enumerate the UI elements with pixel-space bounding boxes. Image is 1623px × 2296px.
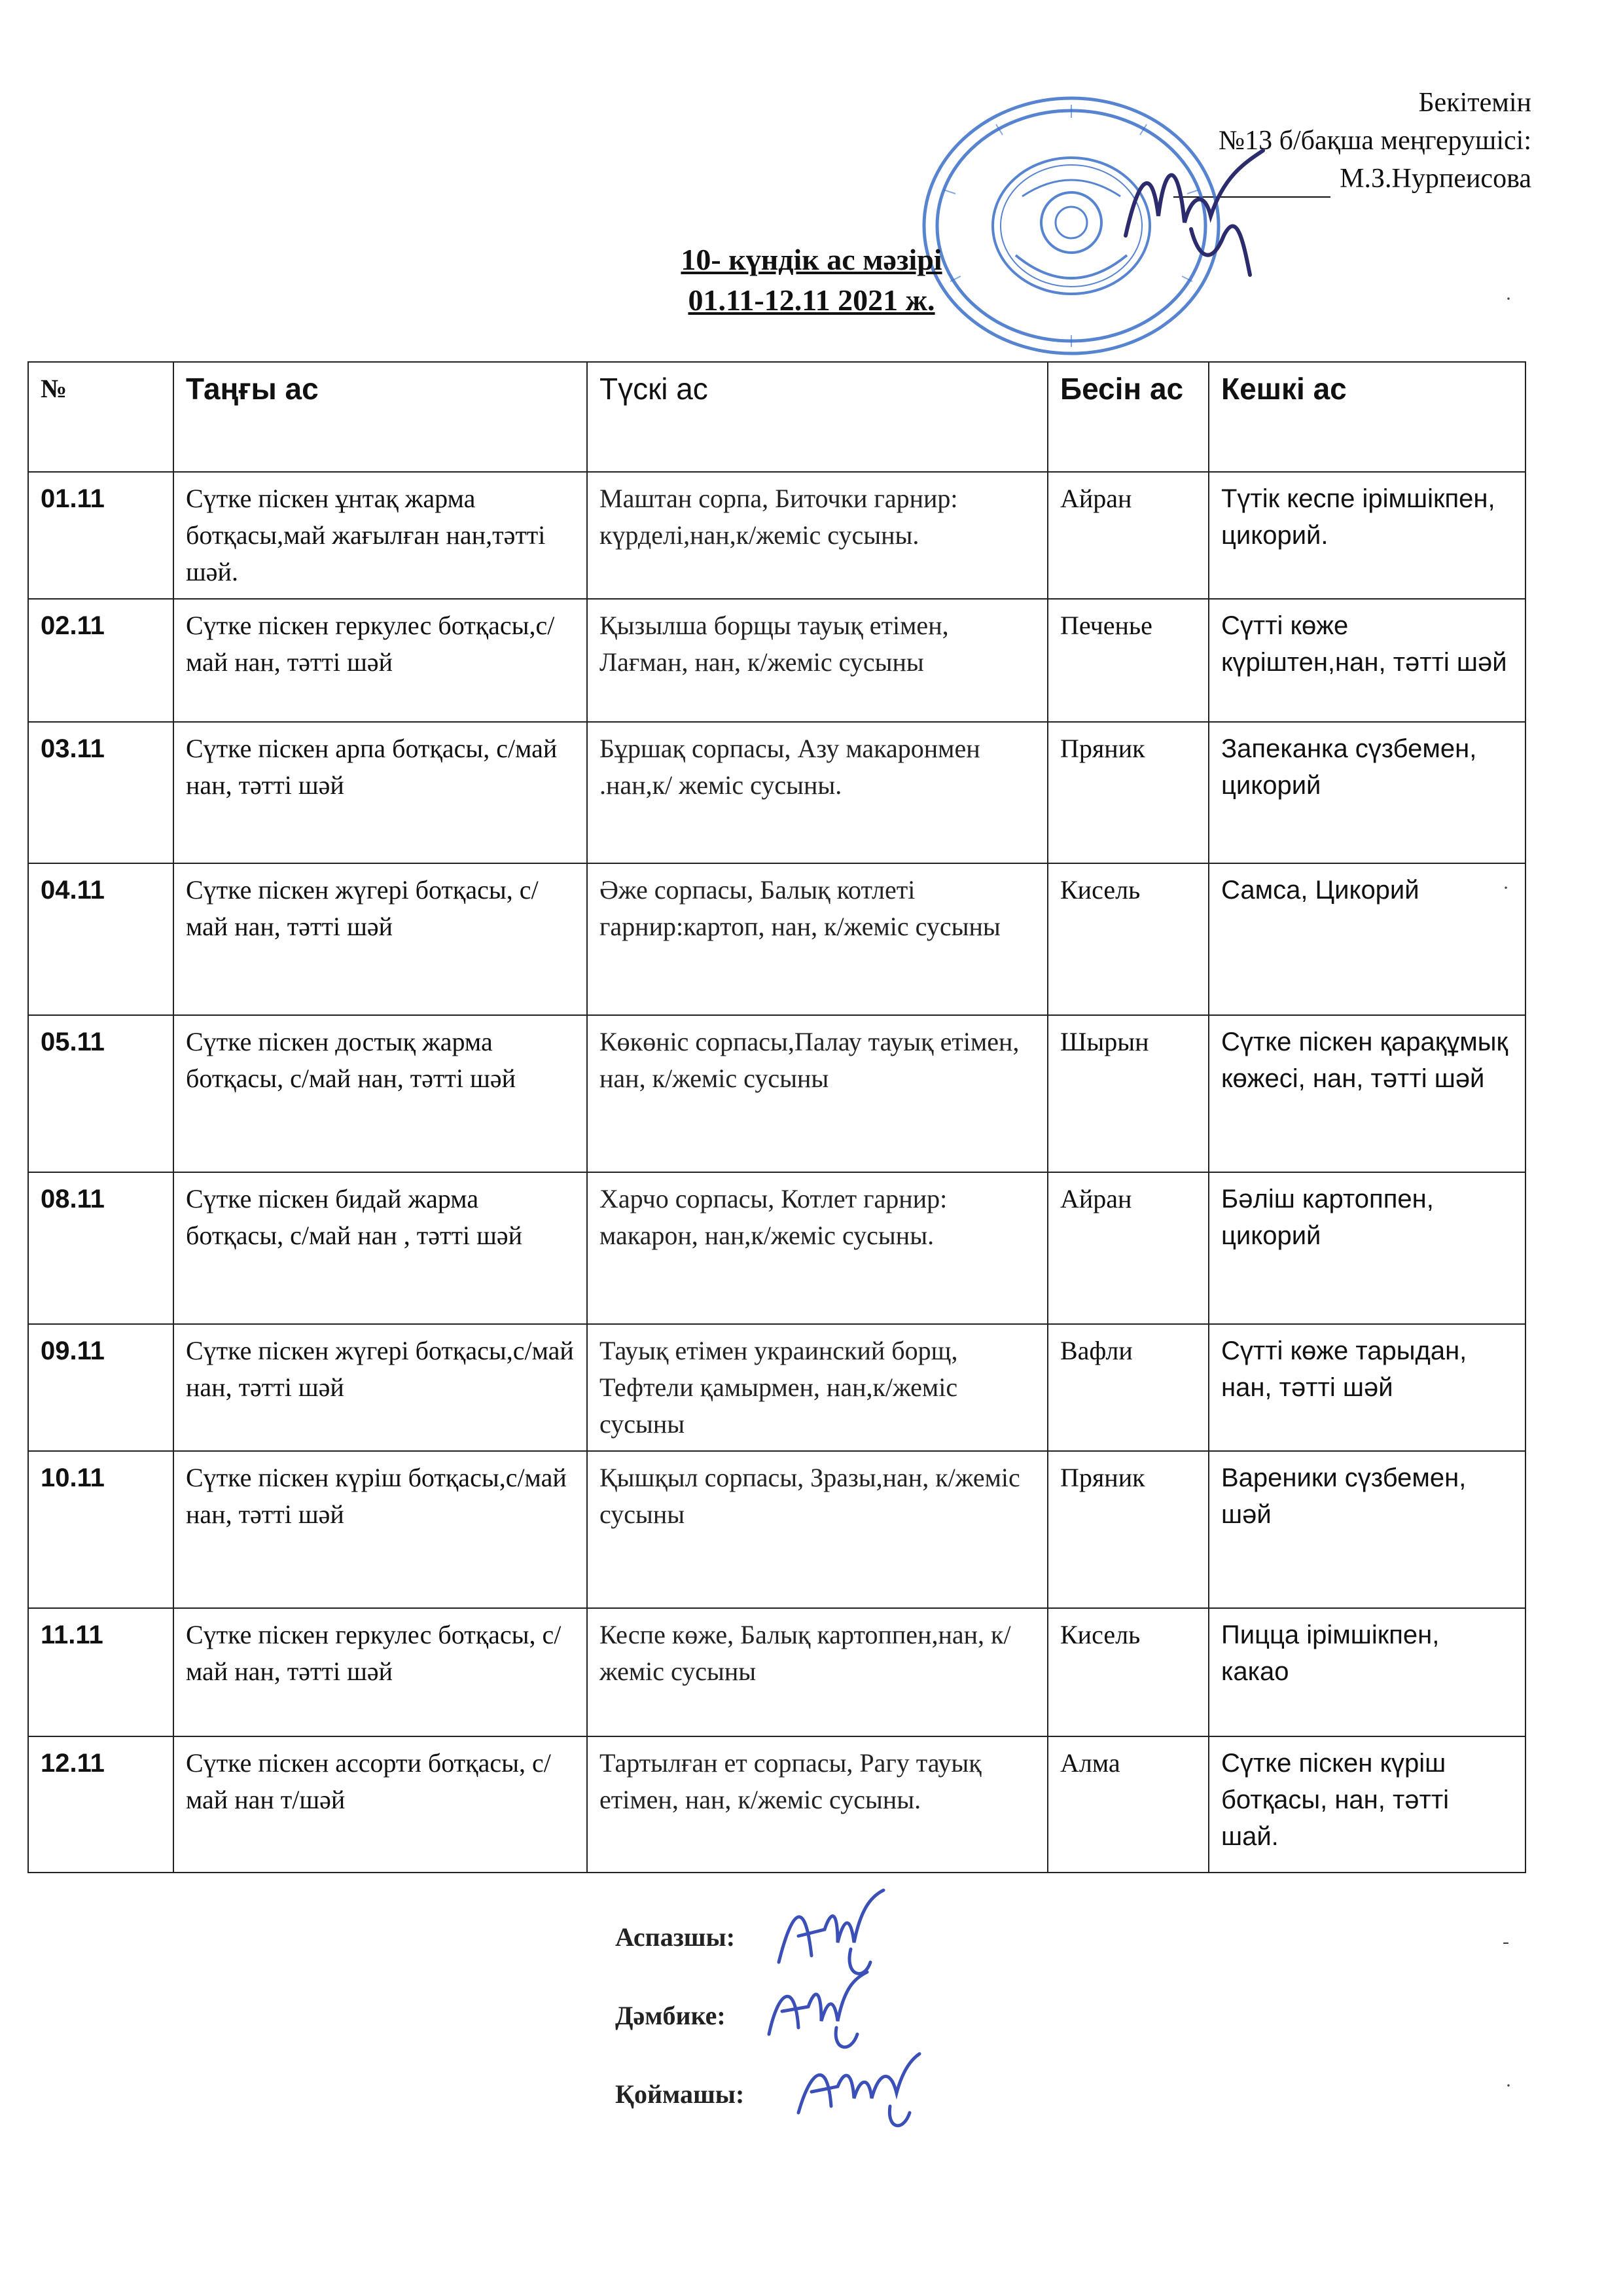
row-lunch: Тауық етімен украинский борщ, Тефтели қамырмен, нан,к/жеміс сусыны [587,1324,1048,1451]
header-breakfast: Таңғы ас [173,362,587,472]
table-row [28,1451,1525,1608]
row-dinner: Бәліш картоппен, цикорий [1209,1172,1525,1324]
row-breakfast: Сүтке піскен күріш ботқасы,с/май нан, тәтті шәй [173,1451,587,1608]
table-row [28,1324,1525,1451]
table-header-row [28,362,1525,472]
row-lunch: Бұршақ сорпасы, Азу макаронмен .нан,к/ жеміс сусыны. [587,722,1048,863]
row-date: 11.11 [28,1608,173,1736]
cook-label: Аспазшы: [615,1922,736,1952]
row-breakfast: Сүтке піскен арпа ботқасы, с/май нан, тәтті шәй [173,722,587,863]
table-row [28,472,1525,599]
table-row [28,1736,1525,1873]
approval-title: Бекітемін [1418,88,1531,118]
taster-signature-row [615,1977,744,2055]
row-date: 05.11 [28,1015,173,1172]
row-date: 03.11 [28,722,173,863]
row-date: 12.11 [28,1736,173,1873]
row-dinner: Сүтке піскен қарақұмық көжесі, нан, тәтті шәй [1209,1015,1525,1172]
row-lunch: Қызылша борщы тауық етімен, Лағман, нан, к/жеміс сусыны [587,599,1048,722]
scan-speck: - [1503,1931,1509,1952]
scan-speck: · [1505,2075,1512,2096]
row-dinner: Пицца ірімшікпен, какао [1209,1608,1525,1736]
row-date: 02.11 [28,599,173,722]
row-lunch: Кеспе көже, Балық картоппен,нан, к/жеміс сусыны [587,1608,1048,1736]
row-lunch: Харчо сорпасы, Котлет гарнир: макарон, нан,к/жеміс сусыны. [587,1172,1048,1324]
header-lunch: Түскі ас [587,362,1048,472]
row-dinner: Сүтті көже күріштен,нан, тәтті шәй [1209,599,1525,722]
row-dinner: Сүтке піскен күріш ботқасы, нан, тәтті шай. [1209,1736,1525,1873]
table-row [28,1608,1525,1736]
taster-label: Дәмбике: [615,2001,726,2030]
row-breakfast: Сүтке піскен геркулес ботқасы,с/май нан, тәтті шәй [173,599,587,722]
row-date: 09.11 [28,1324,173,1451]
row-lunch: Тартылған ет сорпасы, Рагу тауық етімен, нан, к/жеміс сусыны. [587,1736,1048,1873]
row-breakfast: Сүтке піскен ұнтақ жарма ботқасы,май жағылған нан,тәтті шәй. [173,472,587,599]
row-lunch: Әже сорпасы, Балық котлеті гарнир:картоп, нан, к/жеміс сусыны [587,863,1048,1015]
row-breakfast: Сүтке піскен достық жарма ботқасы, с/май нан, тәтті шәй [173,1015,587,1172]
signatures-block [615,1898,744,2134]
row-snack: Пряник [1048,1451,1209,1608]
row-dinner: Вареники сүзбемен, шәй [1209,1451,1525,1608]
row-date: 08.11 [28,1172,173,1324]
row-lunch: Көкөніс сорпасы,Палау тауық етімен, нан, к/жеміс сусыны [587,1015,1048,1172]
row-date: 01.11 [28,472,173,599]
menu-title: 10- күндік ас мәзірі [681,243,942,276]
row-breakfast: Сүтке піскен жүгері ботқасы, с/май нан, тәтті шәй [173,863,587,1015]
header-dinner: Кешкі ас [1209,362,1525,472]
row-lunch: Қышқыл сорпасы, Зразы,нан, к/жеміс сусыны [587,1451,1048,1608]
row-date: 04.11 [28,863,173,1015]
table-row [28,863,1525,1015]
row-snack: Шырын [1048,1015,1209,1172]
row-breakfast: Сүтке піскен бидай жарма ботқасы, с/май нан , тәтті шәй [173,1172,587,1324]
row-snack: Вафли [1048,1324,1209,1451]
row-snack: Кисель [1048,1608,1209,1736]
approval-position: №13 б/бақша меңгерушісі: [1219,126,1531,156]
row-dinner: Самса, Цикорий [1209,863,1525,1015]
row-snack: Алма [1048,1736,1209,1873]
row-snack: Айран [1048,472,1209,599]
row-dinner: Запеканка сүзбемен, цикорий [1209,722,1525,863]
menu-table [27,361,1526,1873]
storekeeper-signature [792,2041,923,2139]
table-row [28,1015,1525,1172]
header-number: № [28,362,173,472]
table-row [28,1172,1525,1324]
scan-speck: · [1503,877,1509,899]
row-breakfast: Сүтке піскен жүгері ботқасы,с/май нан, тәтті шәй [173,1324,587,1451]
scan-speck: · [1505,288,1512,310]
row-snack: Пряник [1048,722,1209,863]
storekeeper-label: Қоймашы: [615,2079,745,2109]
cook-signature-row [615,1898,744,1977]
row-dinner: Сүтті көже тарыдан, нан, тәтті шәй [1209,1324,1525,1451]
table-row [28,722,1525,863]
row-lunch: Маштан сорпа, Биточки гарнир: күрделі,нан,к/жеміс сусыны. [587,472,1048,599]
row-breakfast: Сүтке піскен ассорти ботқасы, с/май нан т/шәй [173,1736,587,1873]
row-snack: Кисель [1048,863,1209,1015]
storekeeper-signature-row [615,2055,744,2134]
table-row [28,599,1525,722]
row-date: 10.11 [28,1451,173,1608]
row-breakfast: Сүтке піскен геркулес ботқасы, с/май нан, тәтті шәй [173,1608,587,1736]
row-snack: Печенье [1048,599,1209,722]
menu-period: 01.11-12.11 2021 ж. [688,283,935,317]
row-snack: Айран [1048,1172,1209,1324]
row-dinner: Түтік кеспе ірімшікпен, цикорий. [1209,472,1525,599]
header-snack: Бесін ас [1048,362,1209,472]
approval-name: М.З.Нурпеисова [1340,164,1531,194]
